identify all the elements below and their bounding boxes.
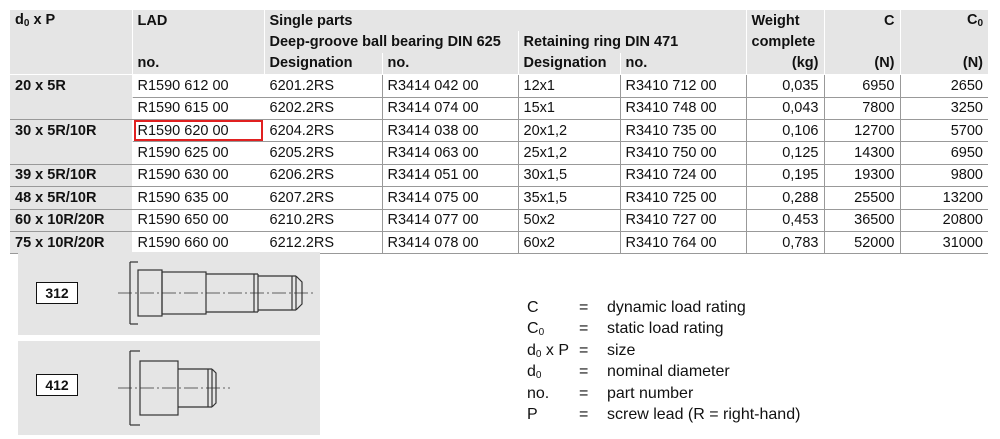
table-row: 30 x 5R/10R R1590 620 00 6204.2RS R3414 038 00 20x1,2 R3410 735 00 0,106 12700 5700 xyxy=(10,119,988,141)
table-row: 48 x 5R/10R R1590 635 00 6207.2RS R3414 075 00 35x1,5 R3410 725 00 0,288 25500 13200 xyxy=(10,187,988,209)
header-c0-unit: (N) xyxy=(900,53,988,75)
header-ring-no: no. xyxy=(620,53,746,75)
table-row: R1590 625 00 6205.2RS R3414 063 00 25x1,2 R3410 750 00 0,125 14300 6950 xyxy=(10,142,988,164)
header-ring-designation: Designation xyxy=(518,53,620,75)
header-weight-unit: (kg) xyxy=(746,53,824,75)
table-row: R1590 615 00 6202.2RS R3414 074 00 15x1 R3410 748 00 0,043 7800 3250 xyxy=(10,97,988,119)
highlighted-part-number: R1590 620 00 xyxy=(132,119,264,141)
drawing-412 xyxy=(18,341,320,435)
header-size: $d_0$ x P xyxy=(10,10,132,31)
header-c0: $C_0$ xyxy=(900,10,988,31)
header-bearing-designation: Designation xyxy=(264,53,382,75)
table-row: 20 x 5R R1590 612 00 6201.2RS R3414 042 00 12x1 R3410 712 00 0,035 6950 2650 xyxy=(10,75,988,97)
header-ring-group: Retaining ring DIN 471 xyxy=(518,31,746,52)
header-single-parts: Single parts xyxy=(264,10,746,31)
header-c-unit: (N) xyxy=(824,53,900,75)
header-c: C xyxy=(824,10,900,31)
header-bearing-no: no. xyxy=(382,53,518,75)
header-bearing-group: Deep-groove ball bearing DIN 625 xyxy=(264,31,518,52)
parts-table xyxy=(10,10,988,254)
table-row: 60 x 10R/20R R1590 650 00 6210.2RS R3414 077 00 50x2 R3410 727 00 0,453 36500 20800 xyxy=(10,209,988,231)
drawing-label-312: 312 xyxy=(36,282,78,304)
header-lad: LAD xyxy=(132,10,264,31)
table-row: 75 x 10R/20R R1590 660 00 6212.2RS R3414 078 00 60x2 R3410 764 00 0,783 52000 31000 xyxy=(10,231,988,253)
drawing-312 xyxy=(18,252,320,335)
table-row: 39 x 5R/10R R1590 630 00 6206.2RS R3414 051 00 30x1,5 R3410 724 00 0,195 19300 9800 xyxy=(10,164,988,186)
header-lad-no: no. xyxy=(132,53,264,75)
drawing-label-412: 412 xyxy=(36,374,78,396)
header-weight: Weight xyxy=(746,10,824,31)
header-weight-line2: complete xyxy=(746,31,824,52)
